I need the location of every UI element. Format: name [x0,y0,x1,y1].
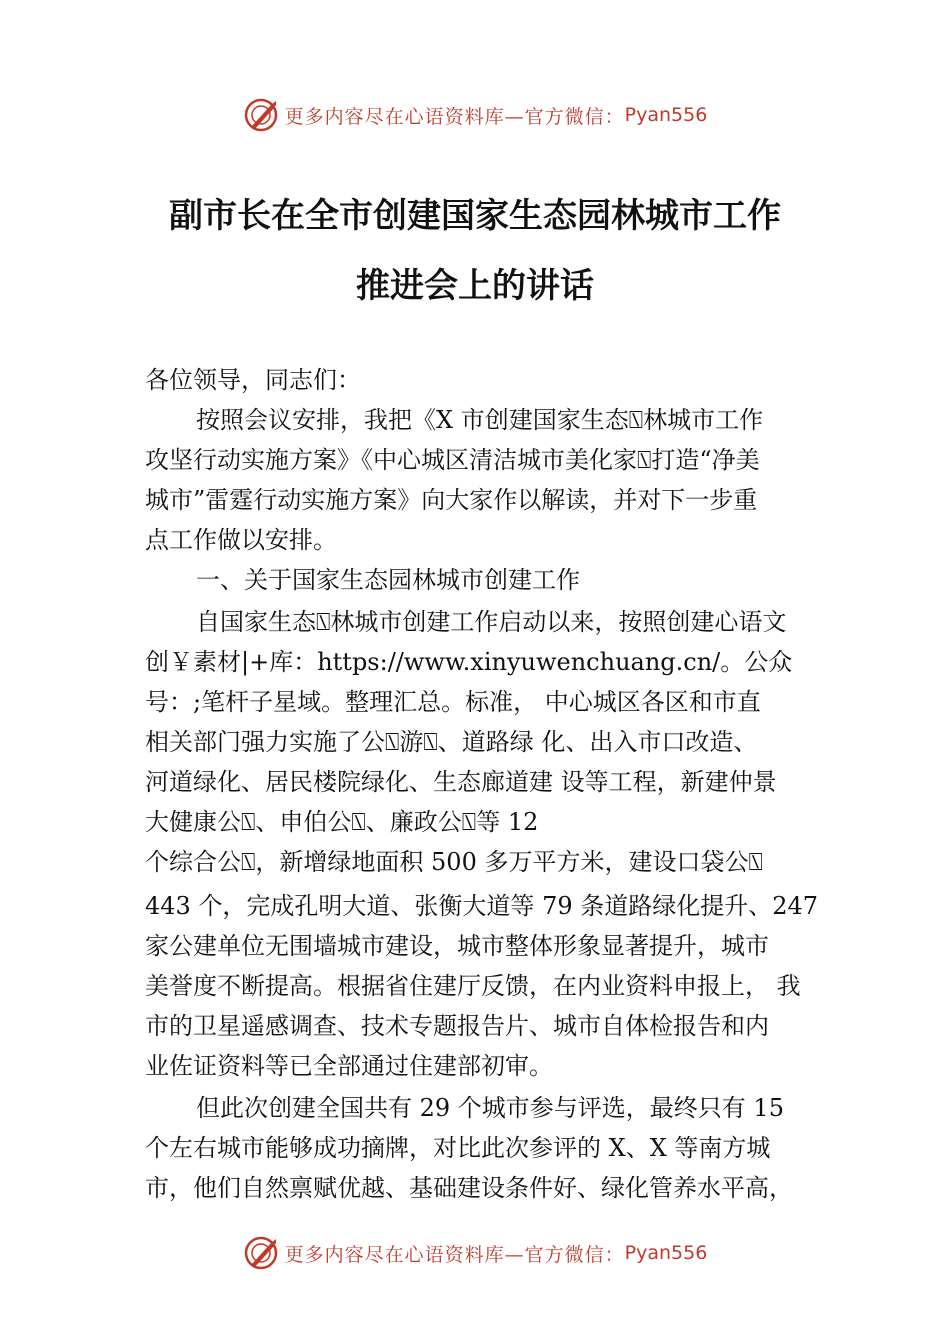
pen-logo-icon [243,97,279,133]
paragraph-line: 大健康公⍂、申伯公⍂、廉政公⍂等 12 [145,808,539,836]
paragraph-line: 创￥素材|+库：https://www.xinyuwenchuang.cn/。公众 [145,648,793,676]
paragraph-line: 业佐证资料等已全部通过住建部初审。 [145,1052,553,1080]
paragraph-line: 家公建单位无围墙城市建设，城市整体形象显著提升，城市 [145,932,769,960]
paragraph-line: 城市”雷霆行动实施方案》向大家作以解读，并对下一步重 [145,486,758,514]
paragraph-line: 河道绿化、居民楼院绿化、生态廊道建 设等工程，新建仲景 [145,768,777,796]
watermark-banner-top [0,95,950,135]
paragraph-line: 攻坚行动实施方案》《中心城区清洁城市美化家⍂打造“净美 [145,446,760,474]
paragraph-line: 但此次创建全国共有 29 个城市参与评选，最终只有 15 [196,1094,784,1122]
paragraph-line: 按照会议安排，我把《X 市创建国家生态⍂林城市工作 [196,406,764,434]
paragraph-line: 点工作做以安排。 [145,526,337,554]
watermark-banner-bottom [0,1233,950,1273]
salutation: 各位领导，同志们： [145,366,361,394]
doc-title-line-2: 推进会上的讲话 [356,266,594,306]
watermark-text: 更多内容尽在心语资料库—官方微信： [284,1243,625,1266]
paragraph-line: 443 个，完成孔明大道、张衡大道等 79 条道路绿化提升、247 [145,892,819,920]
paragraph-line: 市，他们自然禀赋优越、基础建设条件好、绿化管养水平高， [145,1174,793,1202]
doc-title-line-1: 副市长在全市创建国家生态园林城市工作 [169,196,781,236]
paragraph-line: 号：;笔杆子星域。整理汇总。标准， 中心城区各区和市直 [145,688,761,716]
paragraph-line: 美誉度不断提高。根据省住建厅反馈，在内业资料申报上， 我 [145,972,801,1000]
paragraph-line: 相关部门强力实施了公⍂游⍂、道路绿 化、出入市口改造、 [145,728,758,756]
wechat-id: Pyan556 [624,104,708,126]
section-heading: 一、关于国家生态园林城市创建工作 [196,566,580,594]
watermark-text: 更多内容尽在心语资料库—官方微信： [284,105,625,128]
wechat-id: Pyan556 [624,1242,708,1264]
pen-logo-icon [243,1235,279,1271]
paragraph-line: 自国家生态⍂林城市创建工作启动以来，按照创建心语文 [196,608,787,636]
paragraph-line: 个综合公⍂，新增绿地面积 500 多万平方米，建设口袋公⍂ [145,848,763,876]
paragraph-line: 个左右城市能够成功摘牌，对比此次参评的 X、X 等南方城 [145,1134,771,1162]
paragraph-line: 市的卫星遥感调查、技术专题报告片、城市自体检报告和内 [145,1012,769,1040]
